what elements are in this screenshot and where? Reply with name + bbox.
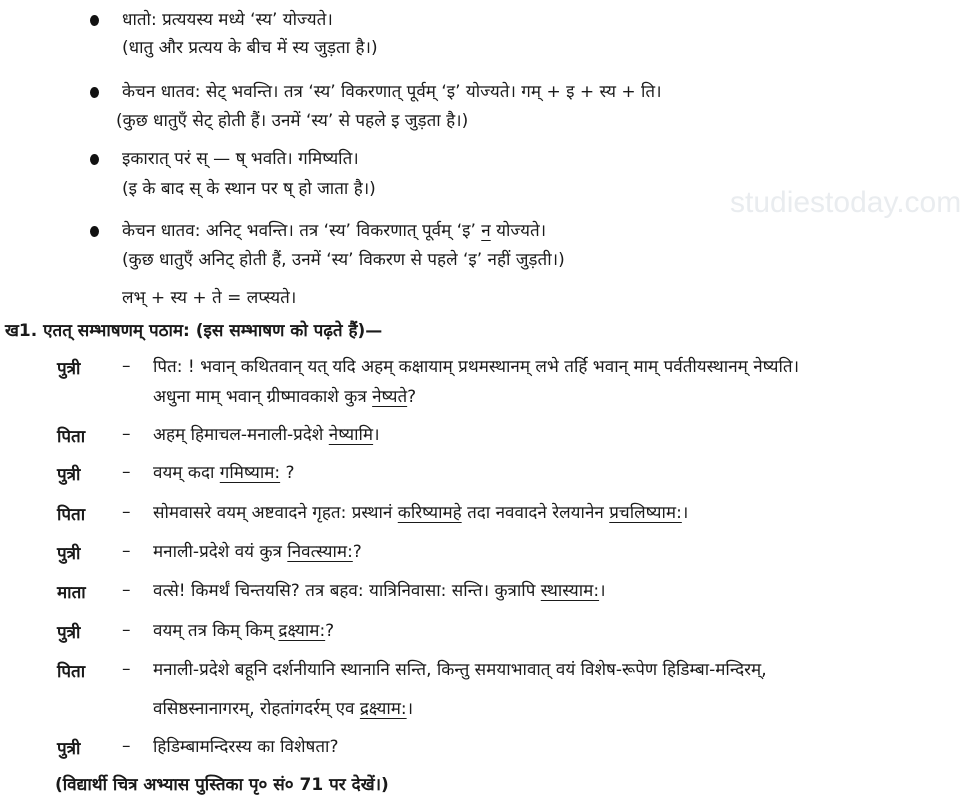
underlined-word: नेष्यते bbox=[372, 387, 408, 407]
dialogue-line bbox=[153, 386, 416, 408]
text-segment: ? bbox=[280, 463, 295, 483]
dialogue-line bbox=[153, 356, 799, 378]
speaker-name: पुत्री bbox=[57, 359, 81, 379]
text-segment: ? bbox=[325, 621, 335, 641]
text-segment: । bbox=[373, 425, 380, 445]
watermark: studiestoday.com bbox=[730, 186, 962, 219]
underlined-word: प्रचलिष्याम: bbox=[609, 503, 682, 523]
text-segment: लभ् + स्य + ते = लप्स्यते। bbox=[122, 288, 297, 308]
text-segment: वयम् कदा bbox=[153, 463, 220, 483]
text-segment: हिडिम्बामन्दिरस्य का विशेषता? bbox=[153, 737, 339, 757]
note-explanation bbox=[122, 178, 376, 200]
speaker-dash: – bbox=[122, 502, 131, 522]
text-segment: अहम् हिमाचल-मनाली-प्रदेशे bbox=[153, 425, 329, 445]
text-segment: इकारात् परं स् — ष् भवति। गमिष्यति। bbox=[122, 149, 359, 169]
text-segment: ? bbox=[352, 542, 362, 562]
note-explanation bbox=[122, 37, 378, 59]
note-explanation bbox=[122, 287, 296, 309]
dialogue-line bbox=[153, 541, 362, 563]
exercise-heading: ख1. एतत् सम्भाषणम् पठाम: (इस सम्भाषण को पढ़ते हैं)— bbox=[5, 321, 383, 341]
bullet-icon bbox=[90, 15, 99, 26]
text-segment: पित: ! भवान् कथितवान् यत् यदि अहम् कक्षायाम् प्रथमस्थानम् लभे तर्हि भवान् माम् पर्वतीयस्थानम् नेष्यति। bbox=[153, 357, 800, 377]
note-explanation bbox=[122, 249, 565, 271]
text-segment: तदा नववादने रेलयानेन bbox=[461, 503, 610, 523]
text-segment: वयम् तत्र किम् किम् bbox=[153, 621, 279, 641]
speaker-name: माता bbox=[57, 583, 86, 603]
text-segment: (धातु और प्रत्यय के बीच में स्य जुड़ता है।) bbox=[122, 38, 378, 58]
text-segment: वत्से! किमर्थं चिन्तयसि? तत्र बहव: यात्रिनिवासा: सन्ति। कुत्रापि bbox=[153, 581, 541, 601]
dialogue-line bbox=[153, 620, 334, 642]
text-segment: । bbox=[681, 503, 689, 523]
speaker-name: पुत्री bbox=[57, 739, 81, 759]
speaker-dash: – bbox=[122, 659, 131, 679]
text-segment: मनाली-प्रदेशे वयं कुत्र bbox=[153, 542, 288, 562]
bullet-icon bbox=[90, 154, 99, 165]
text-segment: (इ के बाद स् के स्थान पर ष् हो जाता है।) bbox=[122, 179, 376, 199]
text-segment: अधुना माम् भवान् ग्रीष्मावकाशे कुत्र bbox=[153, 387, 373, 407]
note-item bbox=[122, 9, 333, 31]
underlined-word: नेष्यामि bbox=[328, 425, 374, 445]
speaker-name: पिता bbox=[57, 505, 86, 525]
footer-note: (विद्यार्थी चित्र अभ्यास पुस्तिका पृ० सं० 71 पर देखें।) bbox=[55, 775, 389, 795]
text-segment: मनाली-प्रदेशे बहूनि दर्शनीयानि स्थानानि सन्ति, किन्तु समयाभावात् वयं विशेष-रूपेण हिडिम्बा-मन्दिरम्, bbox=[153, 660, 767, 680]
underlined-word: द्रक्ष्याम: bbox=[359, 699, 407, 719]
text-segment: वसिष्ठस्नानागरम्, रोहतांगदर्रम् एव bbox=[153, 699, 360, 719]
speaker-dash: – bbox=[122, 462, 131, 482]
speaker-name: पिता bbox=[57, 427, 86, 447]
speaker-dash: – bbox=[122, 580, 131, 600]
dialogue-line bbox=[153, 736, 338, 758]
text-segment: योज्यते। bbox=[490, 221, 547, 241]
text-segment: धातो: प्रत्ययस्य मध्ये ‘स्य’ योज्यते। bbox=[122, 10, 333, 30]
note-item bbox=[122, 220, 546, 242]
note-explanation bbox=[116, 110, 468, 132]
note-item bbox=[122, 81, 662, 103]
speaker-name: पुत्री bbox=[57, 544, 81, 564]
speaker-name: पुत्री bbox=[57, 623, 81, 643]
underlined-word: निवत्स्याम: bbox=[287, 542, 353, 562]
bullet-icon bbox=[90, 87, 99, 98]
speaker-dash: – bbox=[122, 736, 131, 756]
dialogue-line bbox=[153, 502, 688, 524]
speaker-dash: – bbox=[122, 356, 131, 376]
underlined-word: करिष्यामहे bbox=[397, 503, 462, 523]
underlined-word: स्थास्याम: bbox=[540, 581, 600, 601]
underlined-word: द्रक्ष्याम: bbox=[278, 621, 326, 641]
text-segment: ? bbox=[407, 387, 417, 407]
dialogue-line bbox=[153, 462, 295, 484]
speaker-dash: – bbox=[122, 620, 131, 640]
note-item bbox=[122, 148, 359, 170]
text-segment: । bbox=[599, 581, 606, 601]
text-segment: केचन धातव: अनिट् भवन्ति। तत्र ‘स्य’ विकरणात् पूर्वम् ‘इ’ bbox=[122, 221, 482, 241]
underlined-word: गमिष्याम: bbox=[219, 463, 281, 483]
text-segment: सोमवासरे वयम् अष्टवादने गृहत: प्रस्थानं bbox=[153, 503, 398, 523]
bullet-icon bbox=[90, 226, 99, 237]
dialogue-line bbox=[153, 698, 413, 720]
text-segment: (कुछ धातुएँ सेट् होती हैं। उनमें ‘स्य’ से पहले इ जुड़ता है।) bbox=[116, 111, 469, 131]
underlined-word: न bbox=[481, 221, 491, 241]
speaker-dash: – bbox=[122, 424, 131, 444]
text-segment: । bbox=[406, 699, 414, 719]
speaker-name: पुत्री bbox=[57, 465, 81, 485]
text-segment: केचन धातव: सेट् भवन्ति। तत्र ‘स्य’ विकरणात् पूर्वम् ‘इ’ योज्यते। गम् + इ + स्य + ति। bbox=[122, 82, 662, 102]
dialogue-line bbox=[153, 659, 767, 681]
dialogue-line bbox=[153, 424, 380, 446]
text-segment: (कुछ धातुएँ अनिट् होती हैं, उनमें ‘स्य’ विकरण से पहले ‘इ’ नहीं जुड़ती।) bbox=[122, 250, 565, 270]
dialogue-line bbox=[153, 580, 606, 602]
speaker-name: पिता bbox=[57, 662, 86, 682]
speaker-dash: – bbox=[122, 541, 131, 561]
